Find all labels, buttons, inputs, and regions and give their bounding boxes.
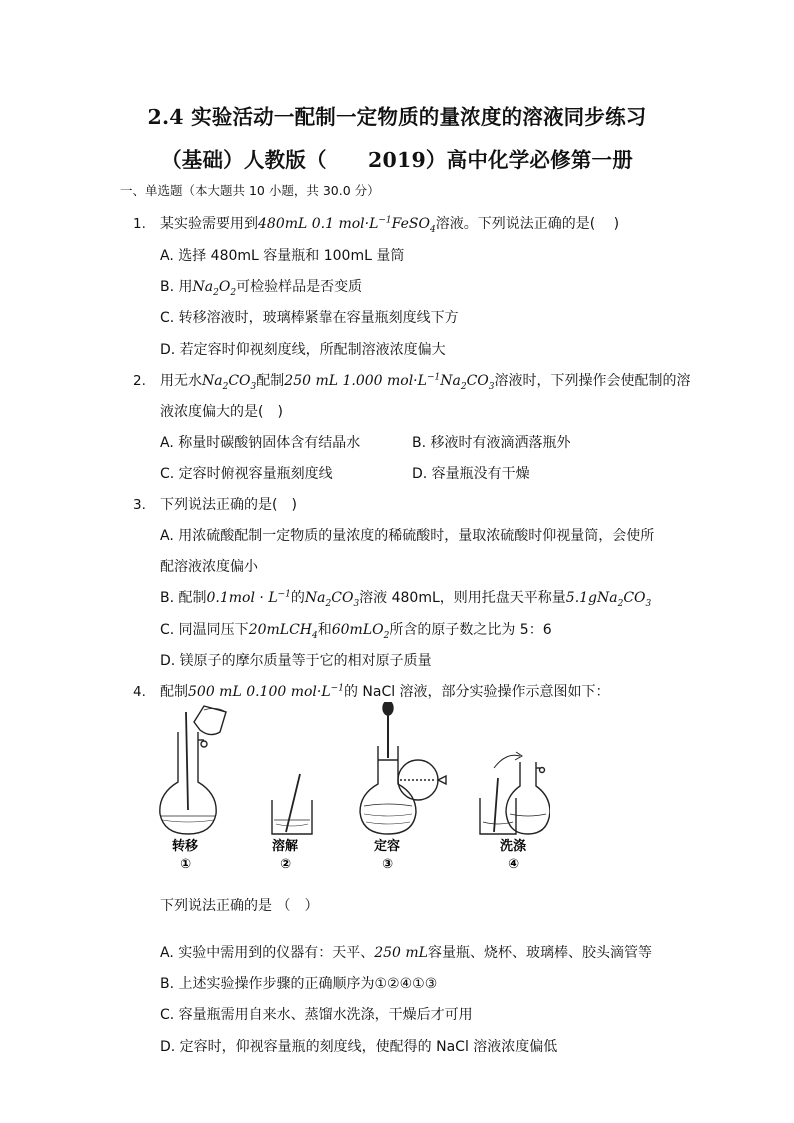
option-d: D. 容量瓶没有干燥 [412, 466, 530, 482]
figure-label-4: 洗涤 [500, 839, 527, 854]
volumetric-flask-fill [360, 702, 446, 834]
option-b: B. 移液时有液滴洒落瓶外 [412, 435, 571, 451]
question-stem-line2: 液浓度偏大的是( ) [160, 404, 283, 420]
question-prompt: 下列说法正确的是 （ ） [160, 898, 319, 914]
option-c: C. 容量瓶需用自来水、蒸馏水洗涤，干燥后才可用 [160, 1007, 473, 1023]
question-number: 2. [133, 373, 146, 389]
figure-number-4: ④ [508, 857, 520, 872]
question-stem: 下列说法正确的是( ) [160, 497, 297, 513]
option-d: D. 定容时，仰视容量瓶的刻度线，使配得的 NaCl 溶液浓度偏低 [160, 1039, 558, 1055]
question-stem: 某实验需要用到480mL 0.1 $mol\cdot L^{-1}FeSO_4$溶液。下列说法正确的是( ) [160, 215, 620, 235]
experiment-diagram [150, 702, 550, 872]
figure-number-1: ① [180, 857, 192, 872]
beaker-dissolve [272, 774, 312, 834]
question-number: 4. [133, 684, 146, 700]
option-d: D. 若定容时仰视刻度线，所配制溶液浓度偏大 [160, 342, 446, 358]
option-a-line1: A. 用浓硫酸配制一定物质的量浓度的稀硫酸时，量取浓硫酸时仰视量筒，会使所 [160, 528, 655, 544]
figure-label-2: 溶解 [272, 839, 299, 854]
option-b: B. 配制$0.1mol \cdot L^{-1}$的$Na_2CO_3$溶液 480mL，则用托盘天平称量$5.1gNa_2CO_3$ [160, 589, 652, 609]
option-b: B. 用$Na_2O_2$可检验样品是否变质 [160, 279, 363, 298]
option-a: A. 称量时碳酸钠固体含有结晶水 [160, 435, 361, 451]
question-stem: 用无水$Na_2CO_3$配制250 mL 1.000 $mol\cdot L^{-1}Na_2CO_3$溶液时，下列操作会使配制的溶 [160, 372, 691, 392]
option-d: D. 镁原子的摩尔质量等于它的相对原子质量 [160, 653, 432, 669]
option-b: B. 上述实验操作步骤的正确顺序为①②④①③ [160, 976, 438, 992]
volumetric-flask-transfer [160, 706, 226, 834]
option-c: C. 定容时俯视容量瓶刻度线 [160, 466, 333, 482]
option-a-line2: 配溶液浓度偏小 [160, 559, 258, 575]
figure-label-3: 定容 [374, 839, 401, 854]
option-a: A. 实验中需用到的仪器有：天平、250 mL容量瓶、烧杯、玻璃棒、胶头滴管等 [160, 945, 652, 961]
figure-label-1: 转移 [172, 839, 199, 854]
section-heading: 一、单选题（本大题共 10 小题，共 30.0 分） [120, 183, 380, 198]
question-stem: 配制500 mL 0.100 $mol\cdot L^{-1}$的 NaCl 溶液，部分实验操作示意图如下： [160, 683, 610, 700]
question-number: 1. [133, 216, 146, 232]
option-a: A. 选择 480mL 容量瓶和 100mL 量筒 [160, 248, 405, 264]
option-c: C. 同温同压下20mLCH$_4$和60mLO$_2$所含的原子数之比为 5：6 [160, 622, 552, 641]
title-line-2: （基础）人教版（ 2019）高中化学必修第一册 [161, 148, 633, 172]
figure-number-3: ③ [382, 857, 394, 872]
figure-number-2: ② [280, 857, 292, 872]
beaker-and-flask-wash [480, 752, 550, 834]
question-number: 3. [133, 497, 146, 513]
title-line-1: 2.4 实验活动一配制一定物质的量浓度的溶液同步练习 [147, 105, 647, 129]
option-c: C. 转移溶液时，玻璃棒紧靠在容量瓶刻度线下方 [160, 310, 459, 326]
